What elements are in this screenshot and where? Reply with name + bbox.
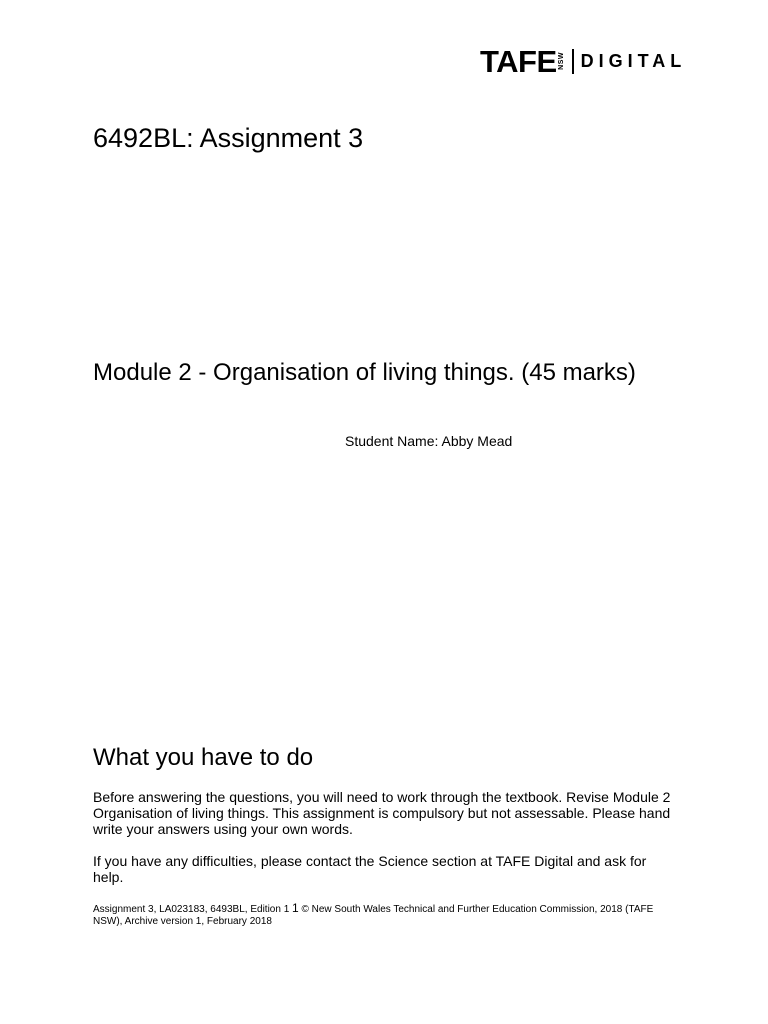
instructions-heading: What you have to do [93,744,314,771]
logo-tafe-text: TAFE [480,43,557,79]
page-number: 1 [292,901,299,915]
logo-digital-text: DIGITAL [580,51,687,71]
footer-doc-ref: Assignment 3, LA023183, 6493BL, Edition 1 [93,904,290,915]
footer-copyright: © New South Wales Technical and Further Education Commission, 2018 (TAFE NSW), Archive version 1, February 2018 [93,904,654,927]
instructions-paragraph-1: Before answering the questions, you will need to work through the textbook. Revise Module 2 Organisation of living things. This assignment is compulsory but not assessable. Please hand write your answers using your own words. [93,789,671,837]
logo-nsw-text: NSW [557,52,565,70]
page-footer [93,902,683,928]
document-title: 6492BL: Assignment 3 [93,123,364,153]
instructions-paragraph-2: If you have any difficulties, please contact the Science section at TAFE Digital and ask for help. [93,853,647,885]
student-name: Student Name: Abby Mead [345,433,513,449]
logo-divider [572,49,574,74]
module-heading: Module 2 - Organisation of living things. (45 marks) [93,359,636,386]
tafe-nsw-digital-logo [480,44,686,78]
